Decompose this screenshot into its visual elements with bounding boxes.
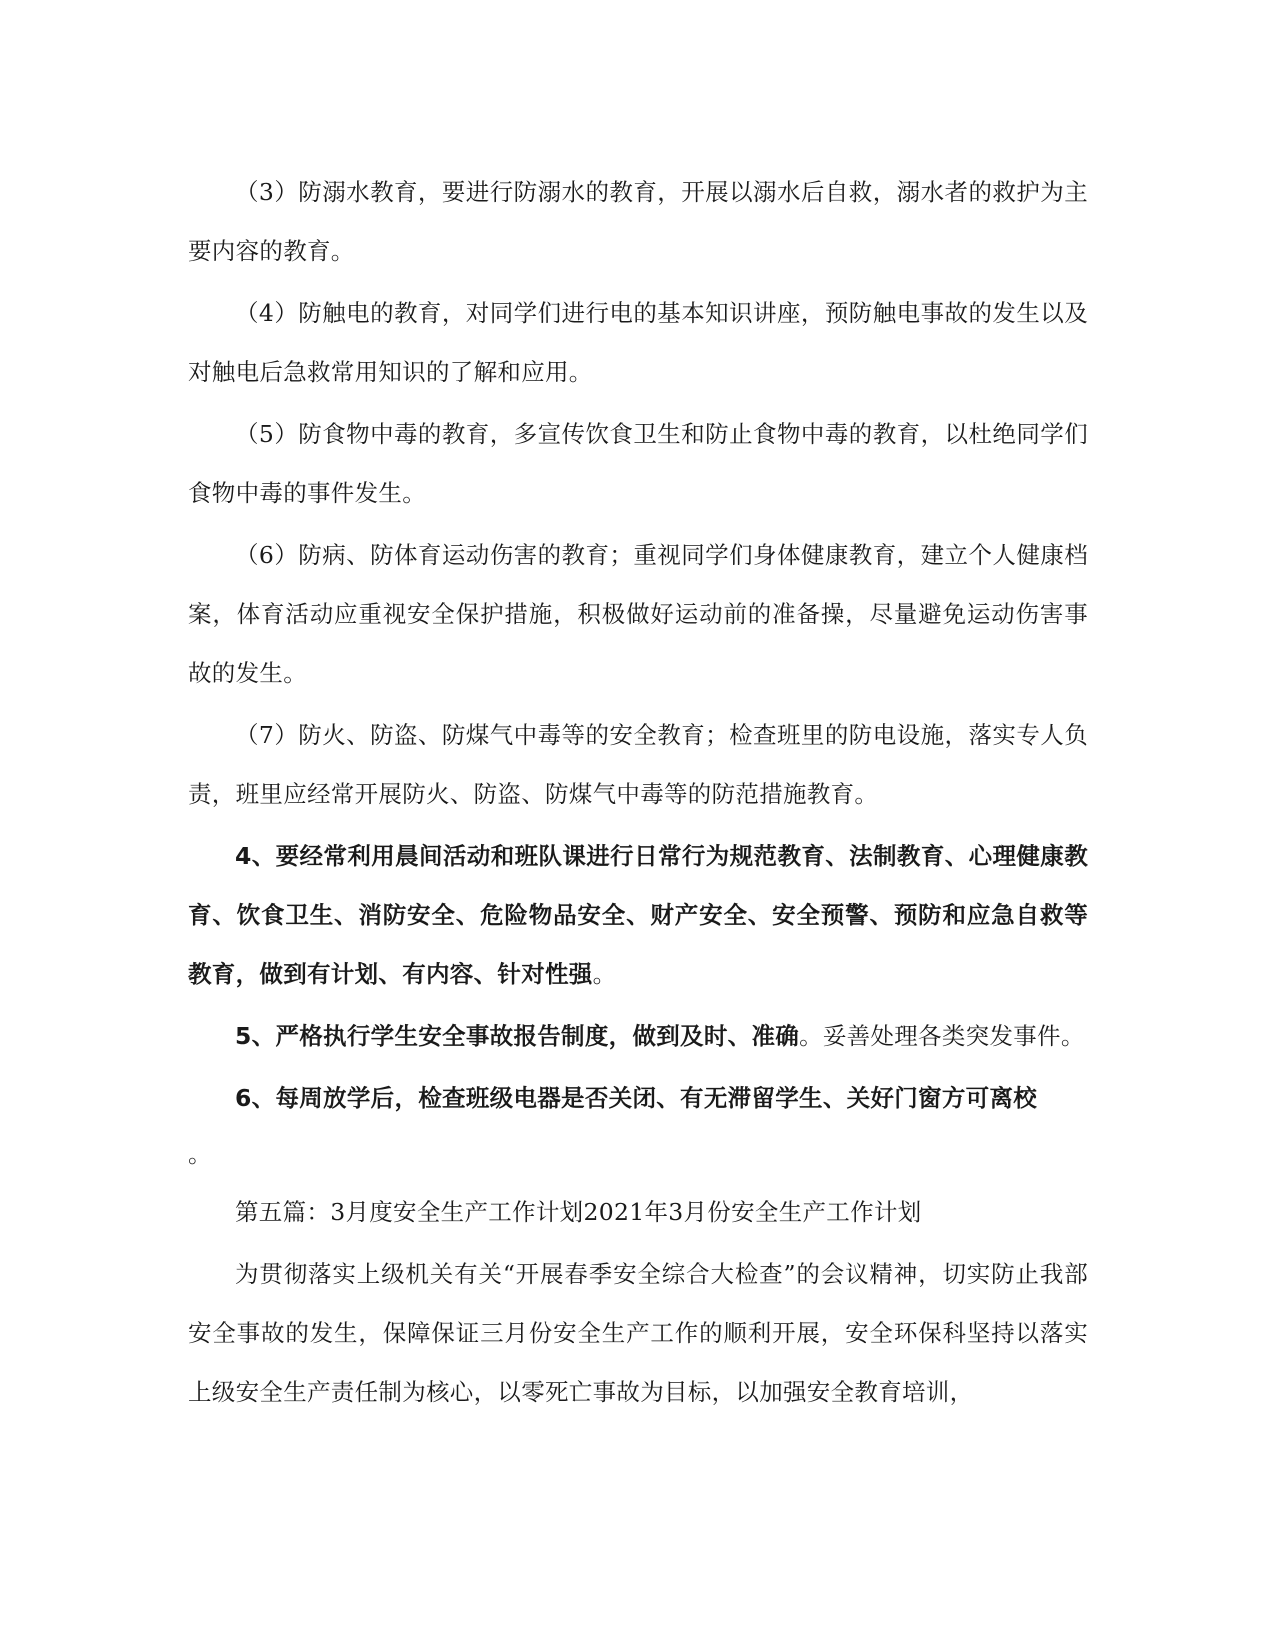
item-4-bold-text: 4、要经常利用晨间活动和班队课进行日常行为规范教育、法制教育、心理健康教育、饮食卫生、消防安全、危险物品安全、财产安全、安全预警、预防和应急自救等教育，做到有计划、有内容、针对性强 — [188, 842, 1088, 988]
intro-paragraph: 为贯彻落实上级机关有关“开展春季安全综合大检查”的会议精神，切实防止我部安全事故的发生，保障保证三月份安全生产工作的顺利开展，安全环保科坚持以落实上级安全生产责任制为核心，以零死亡事故为目标，以加强安全教育培训， — [188, 1260, 1088, 1406]
item-5 — [188, 1007, 1088, 1066]
item-6-bold-text: 6、每周放学后，检查班级电器是否关闭、有无滞留学生、关好门窗方可离校 — [235, 1084, 1038, 1112]
section-title: 第五篇：3月度安全生产工作计划2021年3月份安全生产工作计划 — [235, 1198, 922, 1226]
paragraph-food-poisoning: （5）防食物中毒的教育，多宣传饮食卫生和防止食物中毒的教育，以杜绝同学们食物中毒的事件发生。 — [188, 420, 1088, 507]
paragraph-drowning: （3）防溺水教育，要进行防溺水的教育，开展以溺水后自救，溺水者的救护为主要内容的教育。 — [188, 178, 1088, 265]
item-5-plain-text: 。妥善处理各类突发事件。 — [799, 1022, 1085, 1050]
paragraph-fire-theft: （7）防火、防盗、防煤气中毒等的安全教育；检查班里的防电设施，落实专人负责，班里应经常开展防火、防盗、防煤气中毒等的防范措施教育。 — [188, 721, 1088, 808]
paragraph-sports-injury: （6）防病、防体育运动伤害的教育；重视同学们身体健康教育，建立个人健康档案，体育活动应重视安全保护措施，积极做好运动前的准备操，尽量避免运动伤害事故的发生。 — [188, 541, 1088, 687]
paragraph-electric-shock: （4）防触电的教育，对同学们进行电的基本知识讲座，预防触电事故的发生以及对触电后急救常用知识的了解和应用。 — [188, 299, 1088, 386]
item-4-plain-text: 。 — [592, 960, 617, 988]
item-6-trailing-mark: 。 — [188, 1140, 212, 1168]
item-6 — [188, 1069, 1088, 1180]
item-5-bold-text: 5、严格执行学生安全事故报告制度，做到及时、准确 — [235, 1022, 800, 1050]
item-4 — [188, 827, 1088, 1004]
document-page — [188, 163, 1088, 1425]
